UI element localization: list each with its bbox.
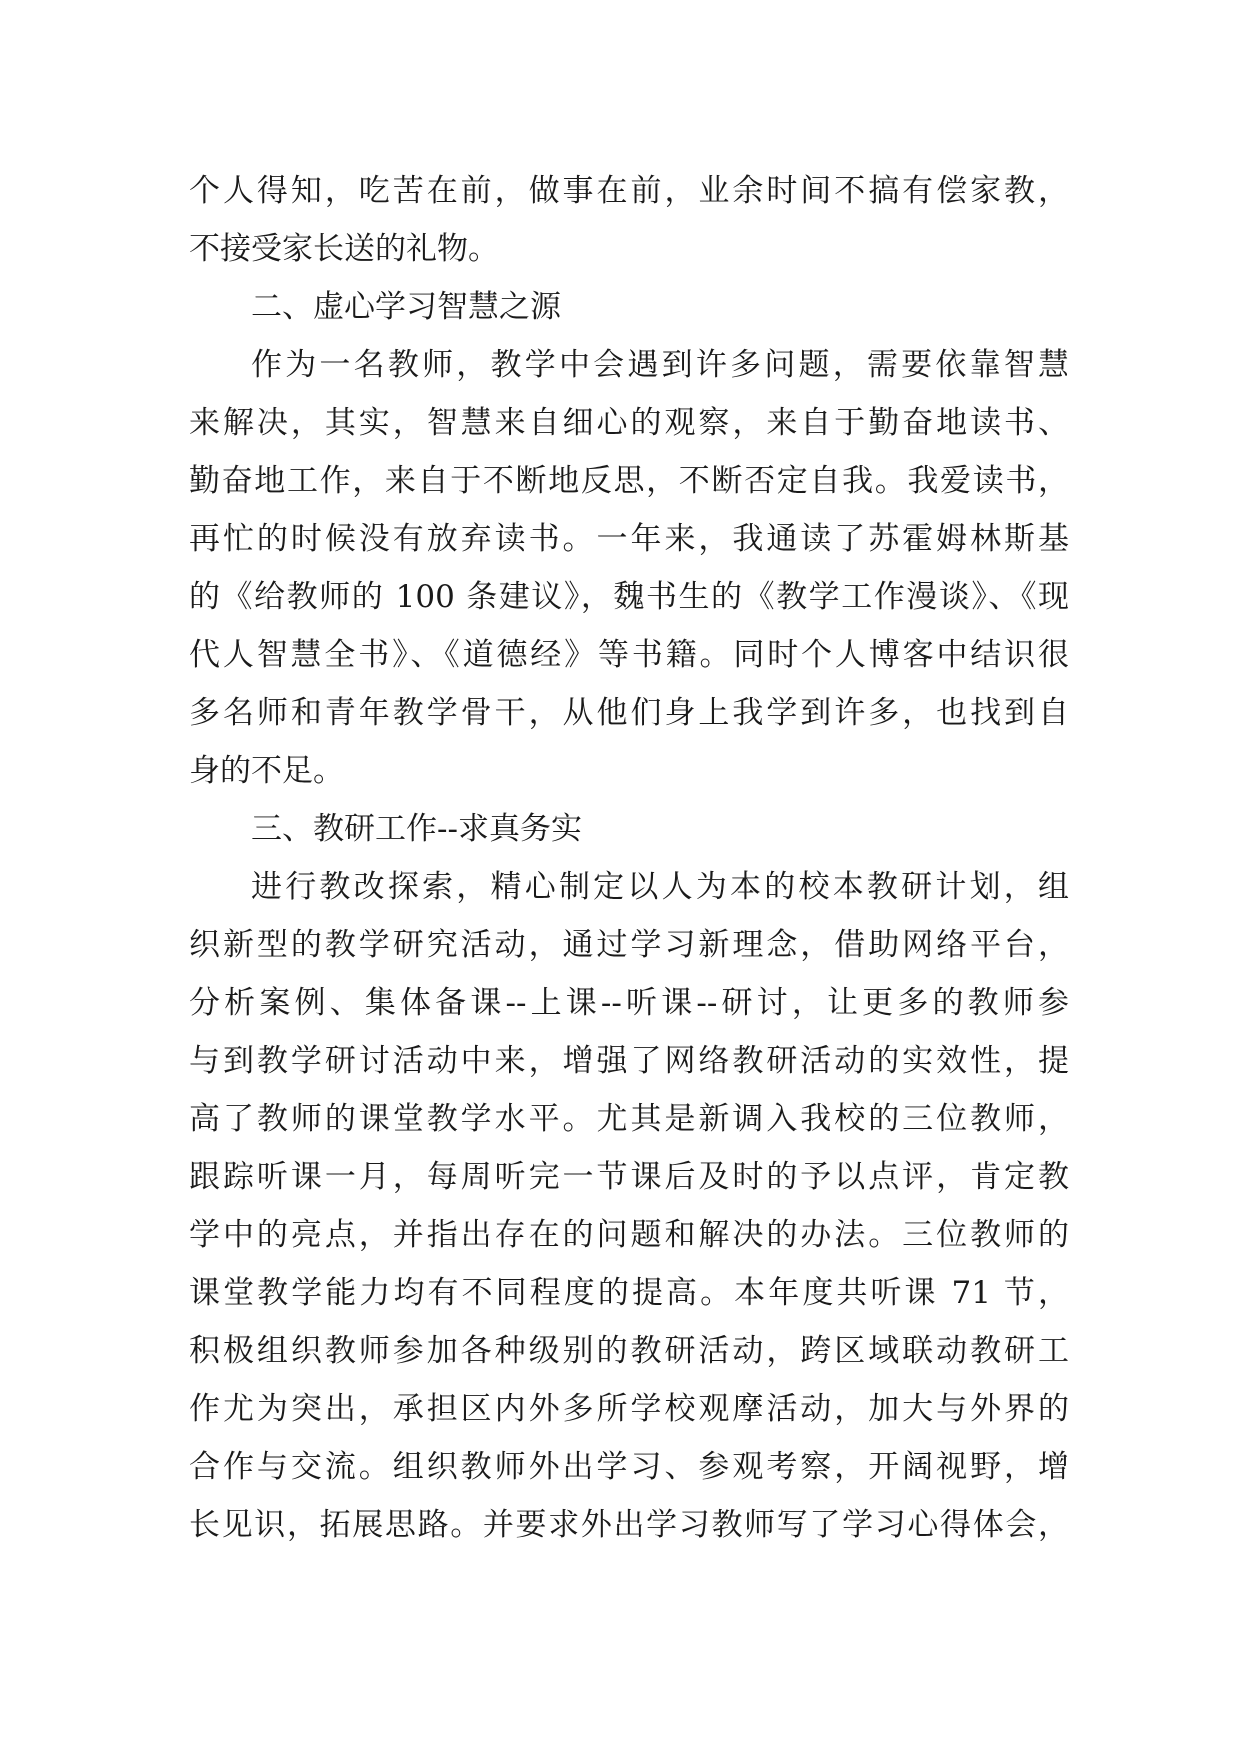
text-line: 合作与交流。组织教师外出学习、参观考察，开阔视野，增 xyxy=(189,1449,1069,1485)
text-line: 再忙的时候没有放弃读书。一年来，我通读了苏霍姆林斯基 xyxy=(189,521,1069,557)
text-line: 课堂教学能力均有不同程度的提高。本年度共听课 71 节， xyxy=(189,1275,1069,1311)
text-line: 的《给教师的 100 条建议》，魏书生的《教学工作漫谈》、《现 xyxy=(189,579,1069,615)
text-line: 勤奋地工作，来自于不断地反思，不断否定自我。我爱读书， xyxy=(189,463,1069,499)
text-line: 与到教学研讨活动中来，增强了网络教研活动的实效性，提 xyxy=(189,1043,1069,1079)
text-line: 高了教师的课堂教学水平。尤其是新调入我校的三位教师， xyxy=(189,1101,1069,1137)
text-line: 积极组织教师参加各种级别的教研活动，跨区域联动教研工 xyxy=(189,1333,1069,1369)
text-line: 学中的亮点，并指出存在的问题和解决的办法。三位教师的 xyxy=(189,1217,1069,1253)
text-line: 进行教改探索，精心制定以人为本的校本教研计划，组 xyxy=(251,869,1069,905)
text-line: 织新型的教学研究活动，通过学习新理念，借助网络平台， xyxy=(189,927,1069,963)
paragraph-integrity-continued xyxy=(189,162,1069,278)
section-heading: 二、虚心学习智慧之源 xyxy=(251,289,561,325)
text-line: 身的不足。 xyxy=(189,753,344,789)
text-line: 来解决，其实，智慧来自细心的观察，来自于勤奋地读书、 xyxy=(189,405,1069,441)
heading-learning xyxy=(189,278,1069,336)
heading-research xyxy=(189,800,1069,858)
paragraph-research xyxy=(189,858,1069,1554)
section-heading: 三、教研工作--求真务实 xyxy=(251,811,582,847)
text-line: 作为一名教师，教学中会遇到许多问题，需要依靠智慧 xyxy=(251,347,1069,383)
text-line: 多名师和青年教学骨干，从他们身上我学到许多，也找到自 xyxy=(189,695,1069,731)
text-line: 长见识，拓展思路。并要求外出学习教师写了学习心得体会， xyxy=(189,1507,1069,1543)
text-line: 代人智慧全书》、《道德经》等书籍。同时个人博客中结识很 xyxy=(189,637,1069,673)
text-line: 个人得知，吃苦在前，做事在前，业余时间不搞有偿家教， xyxy=(189,173,1069,209)
text-line: 作尤为突出，承担区内外多所学校观摩活动，加大与外界的 xyxy=(189,1391,1069,1427)
text-line: 跟踪听课一月，每周听完一节课后及时的予以点评，肯定教 xyxy=(189,1159,1069,1195)
paragraph-learning xyxy=(189,336,1069,800)
document-body xyxy=(189,162,1069,1554)
text-line: 不接受家长送的礼物。 xyxy=(189,231,499,267)
text-line: 分析案例、集体备课--上课--听课--研讨，让更多的教师参 xyxy=(189,985,1069,1021)
